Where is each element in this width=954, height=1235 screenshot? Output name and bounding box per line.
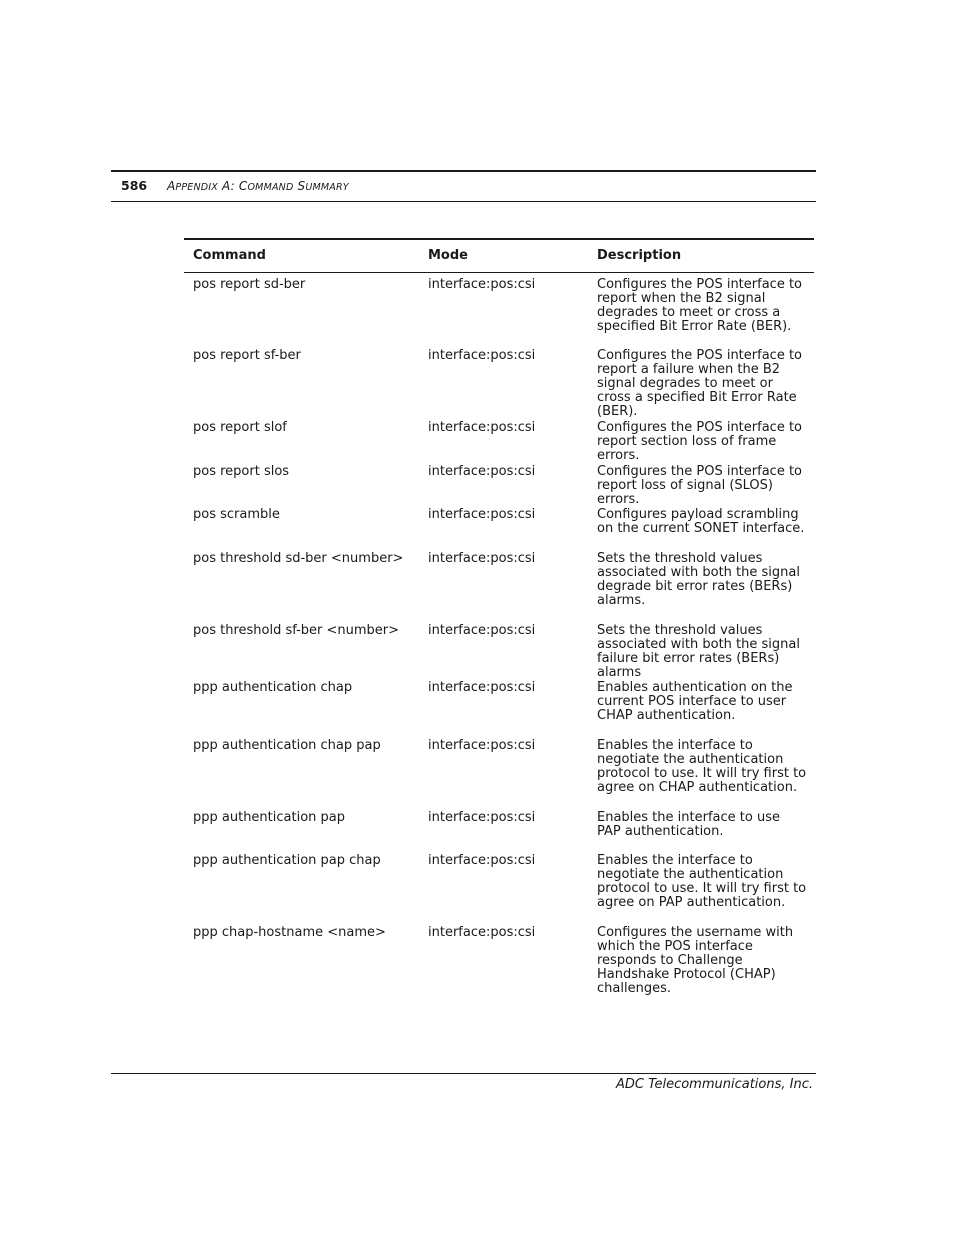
cell-description: Configures the POS interface to report section loss of frame errors. (597, 420, 802, 463)
cell-description: Enables authentication on the current POS interface to user CHAP authentication. (597, 680, 793, 723)
cell-mode: interface:pos:csi (428, 507, 536, 522)
cell-mode: interface:pos:csi (428, 738, 536, 753)
cell-command: pos threshold sf-ber <number> (193, 623, 400, 638)
cell-mode: interface:pos:csi (428, 551, 536, 566)
cell-mode: interface:pos:csi (428, 680, 536, 695)
column-header-description: Description (597, 248, 682, 263)
page-number: 586 (121, 178, 148, 193)
cell-mode: interface:pos:csi (428, 925, 536, 940)
command-table (184, 238, 814, 273)
running-head: APPENDIX A: COMMAND SUMMARY (167, 179, 349, 193)
cell-description: Enables the interface to negotiate the authentication protocol to use. It will try first to agree on PAP authentication. (597, 853, 807, 910)
cell-description: Enables the interface to use PAP authentication. (597, 810, 780, 839)
cell-command: pos scramble (193, 507, 280, 522)
cell-mode: interface:pos:csi (428, 810, 536, 825)
cell-command: pos report sd-ber (193, 277, 306, 292)
cell-mode: interface:pos:csi (428, 623, 536, 638)
cell-description: Configures the username with which the POS interface responds to Challenge Handshake Protocol (CHAP) challenges. (597, 925, 794, 996)
cell-command: pos report sf-ber (193, 348, 301, 363)
cell-mode: interface:pos:csi (428, 420, 536, 435)
cell-mode: interface:pos:csi (428, 277, 536, 292)
cell-command: ppp authentication pap chap (193, 853, 381, 868)
cell-mode: interface:pos:csi (428, 348, 536, 363)
table-header-row (184, 240, 814, 273)
cell-command: pos report slof (193, 420, 287, 435)
cell-command: ppp authentication chap (193, 680, 353, 695)
cell-description: Sets the threshold values associated with both the signal failure bit error rates (BERs) alarms (597, 623, 800, 680)
footer-publisher: ADC Telecommunications, Inc. (616, 1077, 813, 1092)
footer-rule (111, 1073, 816, 1074)
cell-description: Enables the interface to negotiate the authentication protocol to use. It will try first to agree on CHAP authentication. (597, 738, 807, 795)
cell-mode: interface:pos:csi (428, 464, 536, 479)
cell-command: ppp chap-hostname <name> (193, 925, 386, 940)
cell-command: pos threshold sd-ber <number> (193, 551, 404, 566)
cell-command: pos report slos (193, 464, 290, 479)
cell-description: Sets the threshold values associated with both the signal degrade bit error rates (BERs) alarms. (597, 551, 800, 608)
header-bottom-rule (111, 201, 816, 202)
header-top-rule (111, 170, 816, 172)
column-header-mode: Mode (428, 248, 468, 263)
cell-description: Configures the POS interface to report loss of signal (SLOS) errors. (597, 464, 802, 507)
column-header-command: Command (193, 248, 266, 263)
cell-description: Configures the POS interface to report a failure when the B2 signal degrades to meet or cross a specified Bit Error Rate (BER). (597, 348, 802, 419)
cell-command: ppp authentication chap pap (193, 738, 381, 753)
cell-description: Configures payload scrambling on the current SONET interface. (597, 507, 805, 536)
cell-mode: interface:pos:csi (428, 853, 536, 868)
cell-command: ppp authentication pap (193, 810, 345, 825)
cell-description: Configures the POS interface to report when the B2 signal degrades to meet or cross a specified Bit Error Rate (BER). (597, 277, 802, 334)
